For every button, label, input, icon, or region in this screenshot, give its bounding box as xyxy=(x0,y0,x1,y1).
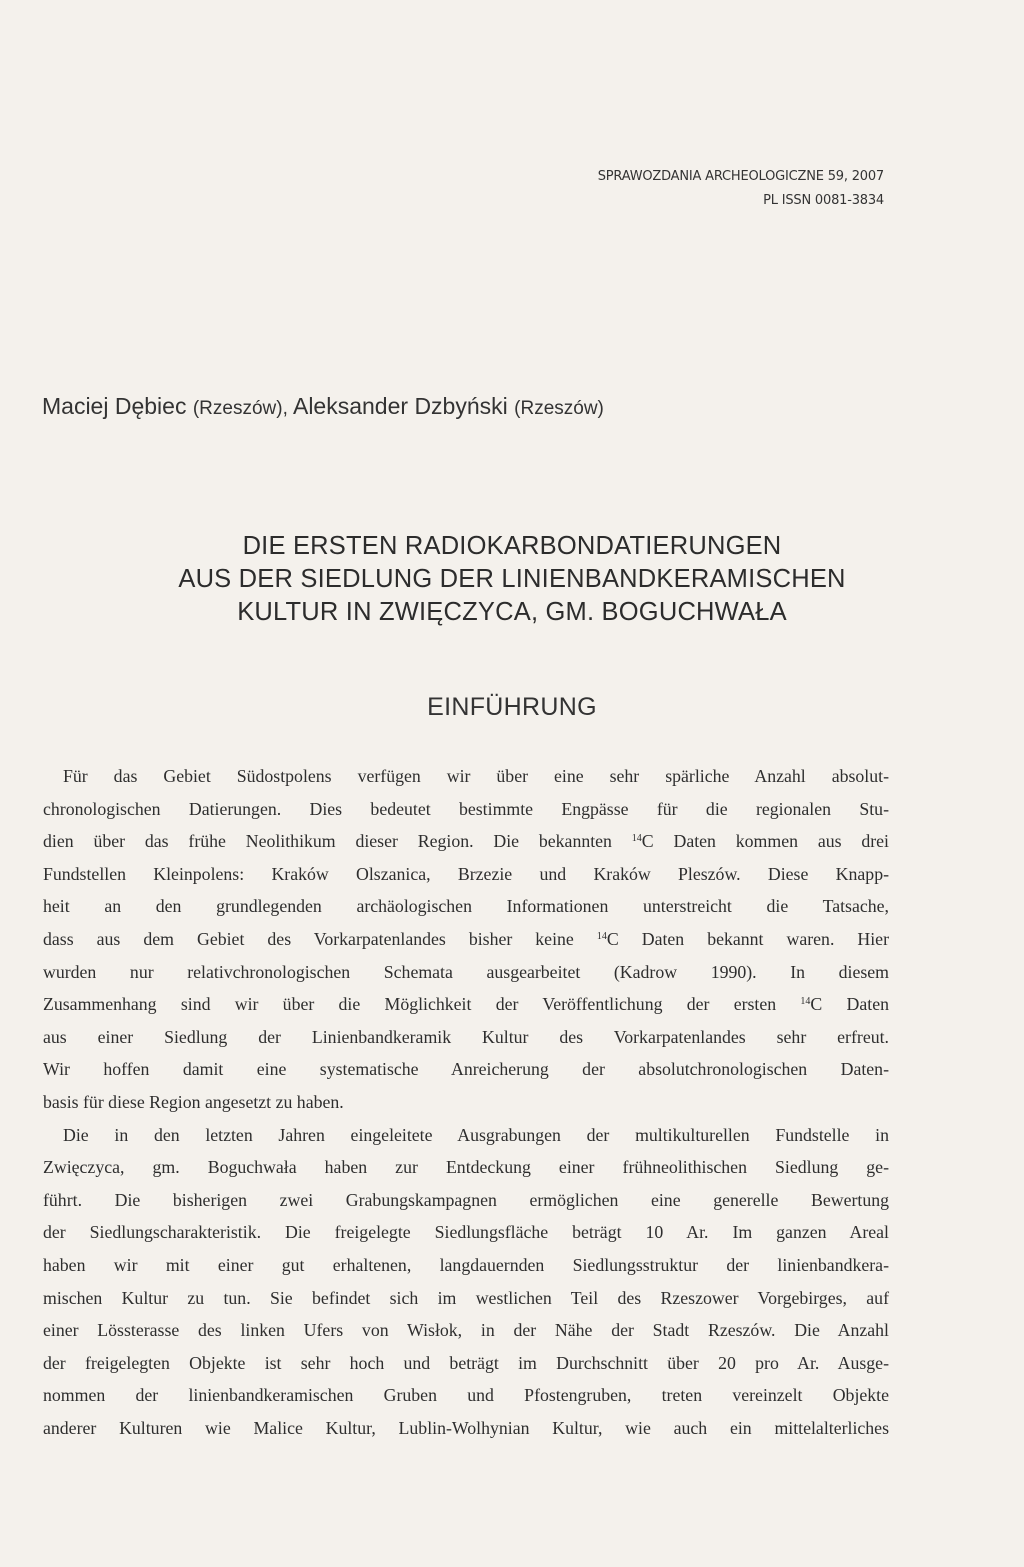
title-line: KULTUR IN ZWIĘCZYCA, GM. BOGUCHWAŁA xyxy=(237,598,787,626)
text-line xyxy=(43,825,889,858)
title-line: DIE ERSTEN RADIOKARBONDATIERUNGEN xyxy=(242,532,782,560)
journal-name: SPRAWOZDANIA ARCHEOLOGICZNE 59, 2007 xyxy=(597,169,884,184)
text-line: Wir hoffen damit eine systematische Anreicherung der absolutchronologischen Daten- xyxy=(43,1059,889,1080)
paragraph xyxy=(43,1119,889,1445)
text-line: Fundstellen Kleinpolens: Kraków Olszanica, Brzezie und Kraków Pleszów. Diese Knapp- xyxy=(43,863,889,884)
body-text xyxy=(43,760,889,1444)
text-line: einer Lössterasse des linken Ufers von Wisłok, in der Nähe der Stadt Rzeszów. Die Anzahl xyxy=(43,1320,889,1341)
author-name: Aleksander Dzbyński xyxy=(292,393,508,419)
text-line: der Siedlungscharakteristik. Die freigelegte Siedlungsfläche beträgt 10 Ar. Im ganzen Areal xyxy=(43,1222,889,1243)
text-line: Für das Gebiet Südostpolens verfügen wir über eine sehr spärliche Anzahl absolut- xyxy=(63,766,889,786)
author-name: Maciej Dębiec xyxy=(42,393,187,419)
text-line: Zwięczyca, gm. Boguchwała haben zur Entdeckung einer frühneolithischen Siedlung ge- xyxy=(43,1157,889,1178)
text-fragment: dass aus dem Gebiet des Vorkarpatenlandes bisher keine xyxy=(43,928,574,949)
journal-issn: PL ISSN 0081-3834 xyxy=(763,193,884,208)
isotope-superscript: 14 xyxy=(596,930,607,942)
isotope-superscript: 14 xyxy=(631,833,642,845)
section-heading: EINFÜHRUNG xyxy=(427,693,597,721)
text-line: führt. Die bisherigen zwei Grabungskampagnen ermöglichen eine generelle Bewertung xyxy=(43,1189,889,1210)
text-fragment: C Daten bekannt waren. Hier xyxy=(606,928,889,949)
text-fragment: C Daten kommen aus drei xyxy=(641,831,890,852)
text-fragment: C Daten xyxy=(810,994,889,1015)
article-title xyxy=(0,530,1024,629)
text-fragment: dien über das frühe Neolithikum dieser Region. Die bekannten xyxy=(43,831,612,852)
text-line: Die in den letzten Jahren eingeleitete Ausgrabungen der multikulturellen Fundstelle in xyxy=(63,1124,889,1145)
text-line xyxy=(43,923,889,956)
text-line xyxy=(43,988,889,1021)
author-line xyxy=(42,393,604,420)
text-line: basis für diese Region angesetzt zu haben. xyxy=(43,1091,344,1112)
text-line: heit an den grundlegenden archäologischen Informationen unterstreicht die Tatsache, xyxy=(43,896,889,917)
text-line: aus einer Siedlung der Linienbandkeramik Kultur des Vorkarpatenlandes sehr erfreut. xyxy=(43,1026,889,1047)
text-fragment: Zusammenhang sind wir über die Möglichkeit der Veröffentlichung der ersten xyxy=(43,994,777,1015)
text-line: anderer Kulturen wie Malice Kultur, Lublin-Wolhynian Kultur, wie auch ein mittelalterliches xyxy=(43,1417,889,1438)
author-affiliation: (Rzeszów) xyxy=(514,398,604,419)
paragraph xyxy=(43,760,889,1119)
isotope-superscript: 14 xyxy=(800,996,811,1008)
journal-header xyxy=(598,165,884,213)
text-line: mischen Kultur zu tun. Sie befindet sich im westlichen Teil des Rzeszower Vorgebirges, auf xyxy=(43,1287,889,1308)
text-line: wurden nur relativchronologischen Schemata ausgearbeitet (Kadrow 1990). In diesem xyxy=(43,961,889,982)
text-line: haben wir mit einer gut erhaltenen, langdauernden Siedlungsstruktur der linienbandkera- xyxy=(43,1254,889,1275)
author-affiliation: (Rzeszów), xyxy=(192,398,288,419)
text-line: nommen der linienbandkeramischen Gruben und Pfostengruben, treten vereinzelt Objekte xyxy=(43,1385,889,1406)
text-line: chronologischen Datierungen. Dies bedeutet bestimmte Engpässe für die regionalen Stu- xyxy=(43,798,889,819)
text-line: der freigelegten Objekte ist sehr hoch und beträgt im Durchschnitt über 20 pro Ar. Ausge- xyxy=(43,1352,889,1373)
title-line: AUS DER SIEDLUNG DER LINIENBANDKERAMISCHEN xyxy=(178,565,846,593)
